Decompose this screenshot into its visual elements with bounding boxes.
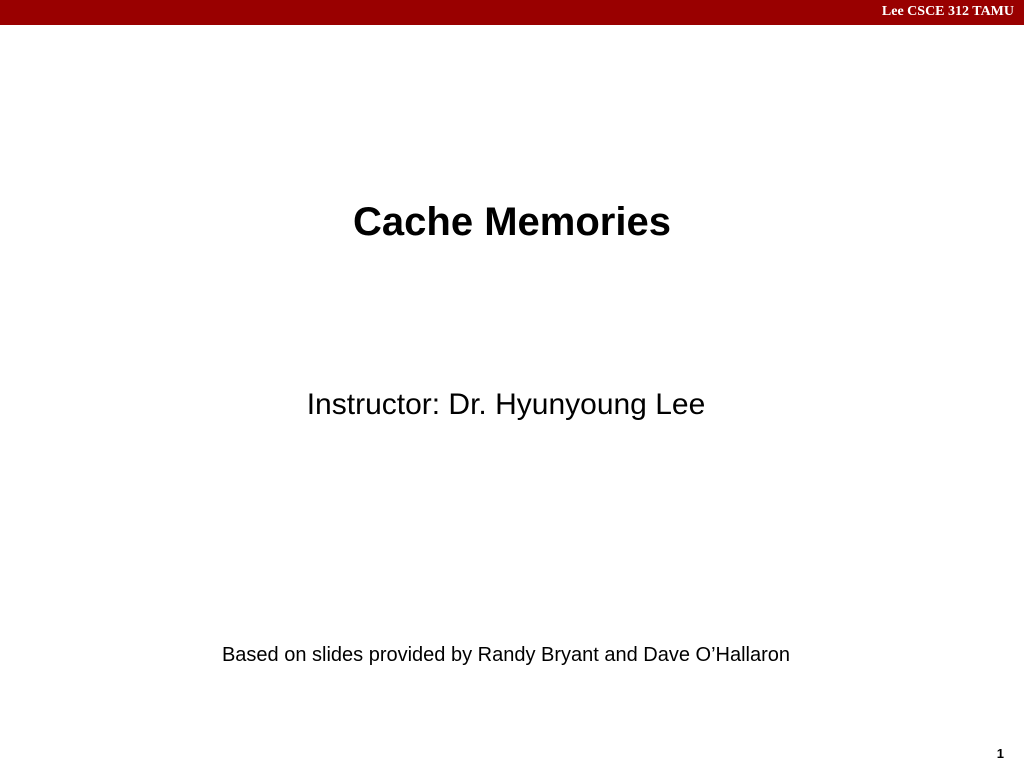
- credit-line: Based on slides provided by Randy Bryant and Dave O’Hallaron: [221, 644, 791, 666]
- page-number: 1: [996, 746, 1004, 761]
- course-label: Lee CSCE 312 TAMU: [881, 4, 1014, 19]
- instructor-line: Instructor: Dr. Hyunyoung Lee: [306, 388, 706, 421]
- header-bar: [0, 0, 1024, 25]
- slide-title: Cache Memories: [353, 200, 671, 244]
